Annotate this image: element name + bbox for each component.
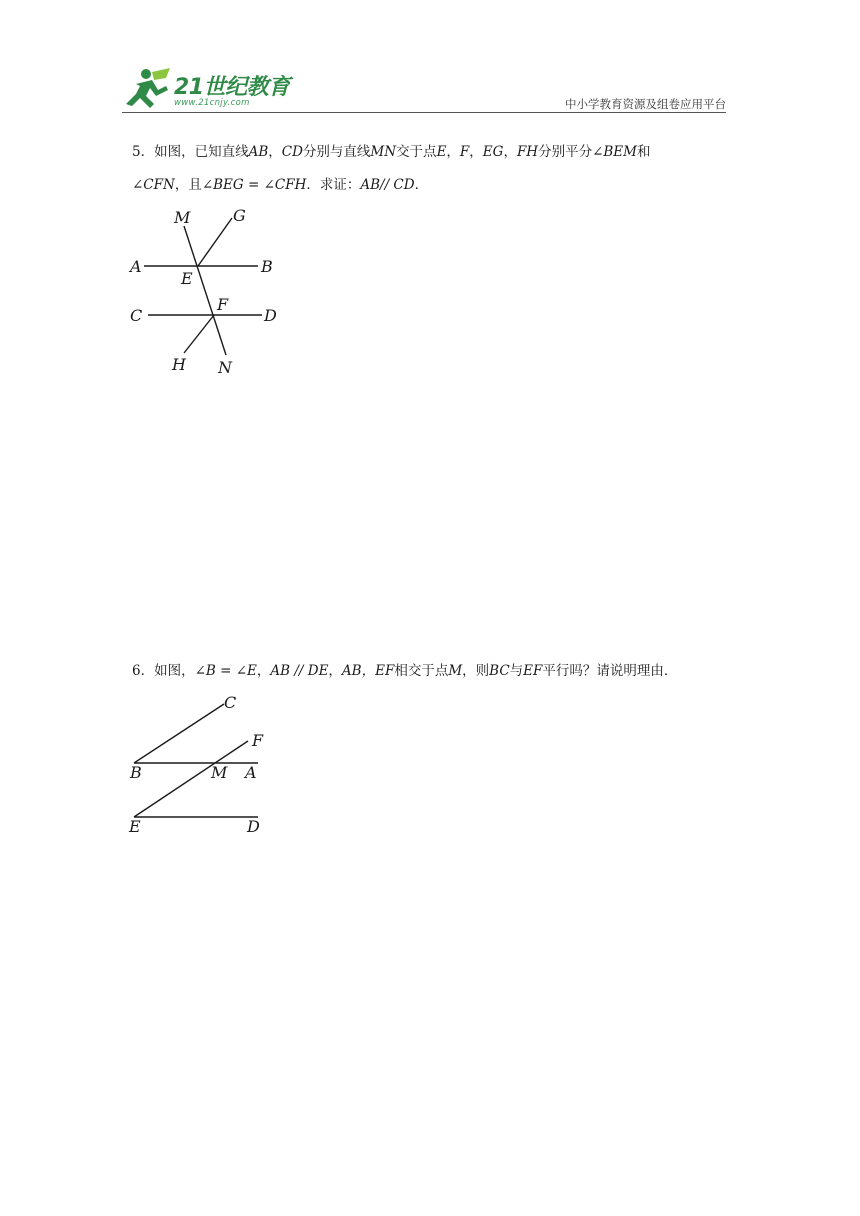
label-D: D <box>264 306 277 325</box>
q6-punct: ， <box>328 663 342 679</box>
label-N: N <box>218 358 232 377</box>
q5-conclusion: AB// CD <box>360 177 415 193</box>
q5-text: 分别与直线 <box>302 144 371 160</box>
q5-var: MN <box>370 144 397 160</box>
logo-text: 21世纪教育 <box>174 75 290 100</box>
q6-var: BC <box>489 663 510 679</box>
q6-var: M <box>448 663 463 679</box>
label-D: D <box>247 817 260 836</box>
ray-EG <box>198 218 232 266</box>
label-A: A <box>245 763 257 782</box>
label-C: C <box>130 306 143 325</box>
label-A: A <box>130 257 142 276</box>
header-divider <box>122 112 726 113</box>
line-BC <box>134 704 224 763</box>
label-E: E <box>129 817 141 836</box>
q5-punct: ， <box>268 144 282 160</box>
q6-figure <box>120 686 280 846</box>
q5-var: CD <box>281 144 303 160</box>
q5-line-1 <box>132 143 651 161</box>
q5-var: ∠BEM <box>592 144 637 160</box>
q5-var: F <box>459 144 470 160</box>
q5-line-2 <box>132 176 428 194</box>
runner-logo-icon <box>122 66 172 112</box>
q6-text: 如图， <box>154 663 195 679</box>
q6-text: ，则 <box>462 663 490 679</box>
label-F: F <box>217 295 229 314</box>
q5-text: 分别平分 <box>538 144 593 160</box>
label-B: B <box>261 257 273 276</box>
label-H: H <box>172 355 186 374</box>
q6-condition: AB，EF <box>341 663 395 679</box>
logo <box>122 66 292 116</box>
q5-figure <box>120 200 300 380</box>
q5-var: AB <box>248 144 269 160</box>
label-F: F <box>252 731 264 750</box>
q6-condition: AB // DE <box>270 663 329 679</box>
q5-text: ．求证： <box>306 177 361 193</box>
q5-text: 交于点 <box>396 144 437 160</box>
label-M: M <box>174 208 191 227</box>
q5-var: E <box>436 144 447 160</box>
q5-equation: ∠BEG = ∠CFH <box>201 177 307 193</box>
q6-number: 6． <box>132 663 155 679</box>
q5-punct: ， <box>469 144 483 160</box>
q6-text: 与 <box>509 663 524 679</box>
q5-var: FH <box>516 144 539 160</box>
q6-text: 相交于点 <box>394 663 449 679</box>
q5-var: EG <box>482 144 504 160</box>
label-M: M <box>211 763 228 782</box>
label-G: G <box>233 206 246 225</box>
label-C: C <box>224 693 237 712</box>
q5-text: 和 <box>637 144 651 160</box>
q6-text: 平行吗？请说明理由． <box>542 663 678 679</box>
q5-number: 5． <box>132 144 155 160</box>
platform-name: 中小学教育资源及组卷应用平台 <box>565 97 726 111</box>
ray-FH <box>184 315 214 353</box>
label-B: B <box>130 763 142 782</box>
logo-url: www.21cnjy.com <box>174 98 250 108</box>
label-E: E <box>181 269 193 288</box>
q6-punct: ， <box>256 663 271 679</box>
q5-punct: ， <box>503 144 517 160</box>
q6-line-1 <box>132 662 677 680</box>
q6-condition: ∠B = ∠E <box>194 663 257 679</box>
q5-text: 如图，已知直线 <box>154 144 249 160</box>
page-header <box>0 0 860 120</box>
q5-punct: ， <box>446 144 460 160</box>
q5-var: ∠CFN <box>132 177 175 193</box>
q6-var: EF <box>523 663 543 679</box>
q5-text: ，且 <box>174 177 202 193</box>
q5-punct: ． <box>414 177 429 193</box>
line-MN <box>184 226 226 355</box>
